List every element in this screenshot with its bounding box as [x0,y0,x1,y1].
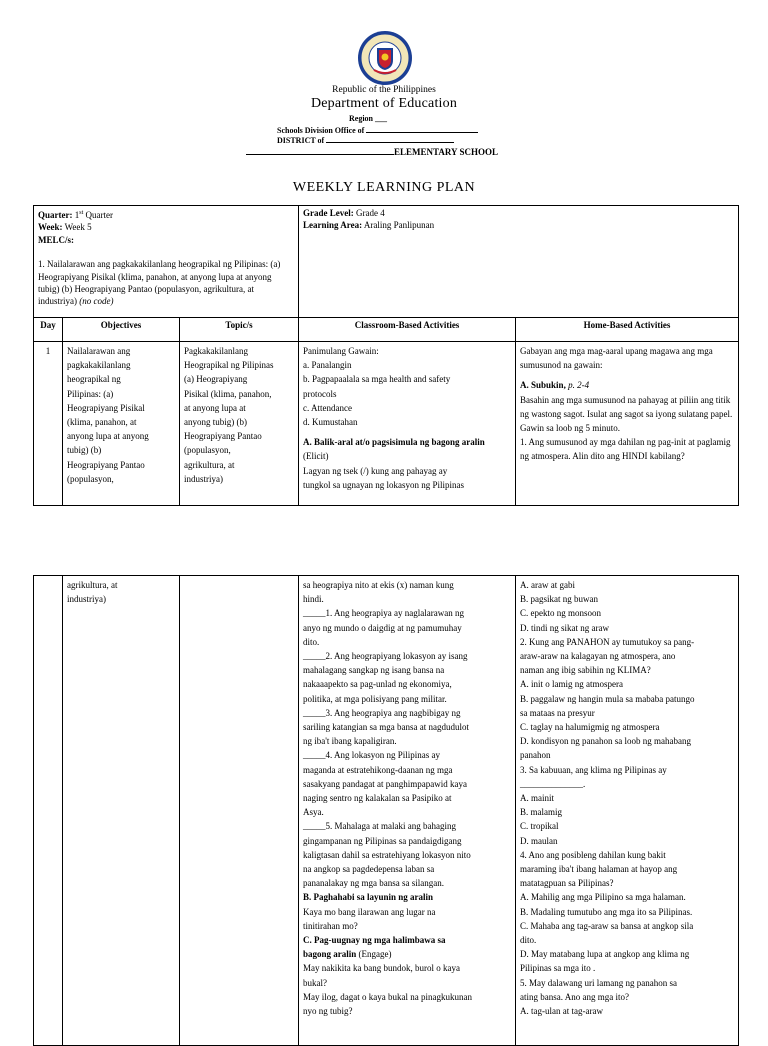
classroom-intro: Panimulang Gawain: a. Panalangin b. Pagpapaalala sa mga health and safety protocols c. Attendance d. Kumustahan [303,346,451,428]
home-intro: Gabayan ang mga mag-aaral upang magawa ang mga sumusunod na gawain: [520,346,713,371]
division-label: Schools Division Office of [277,126,365,135]
classroom-heading-b: B. Paghahabi sa layunin ng aralin [303,892,434,903]
home-heading-text: A. Subukin, [520,380,566,391]
objectives-cell: Nailalarawan ang pagkakakilanlang heograpikal ng Pilipinas: (a) Heograpiyang Pisikal (klima, panahon, at anyong lupa at anyong tubig) (b) Heograpiyang Pantao (populasyon, [63,342,180,506]
classroom-cell [299,342,516,506]
quarter-cell [34,206,299,318]
deped-seal-logo [357,30,413,86]
quarter-value: 1 [74,210,80,220]
col-day: Day [34,318,63,342]
heading-c-text: C. Pag-uugnay ng mga halimbawa sa bagong aralin [303,935,446,960]
area-value: Araling Panlipunan [363,220,435,231]
objectives-cell-continued: agrikultura, at industriya) [63,576,180,1046]
classroom-heading-a [303,435,511,463]
day-cell-continued [34,576,63,1046]
region-field [349,114,387,123]
quarter-line [38,207,294,221]
heading-a-tail: (Elicit) [303,451,329,462]
region-label: Region ___ [349,114,387,123]
grade-line [303,207,734,219]
melc-label: MELC/s: [38,234,74,245]
learning-plan-table-page1 [33,205,739,506]
melc-note: (no code) [79,296,114,307]
topics-cell-continued [180,576,299,1046]
school-field [246,146,498,157]
classroom-text-continued: sa heograpiya nito at ekis (x) naman kung hindi. _____1. Ang heograpiya ay naglalarawan ng anyo ng mundo o daigdig at ng pamumuhay dito. _____2. Ang heograpiyang lokasyon ay isang mahalagang sangkap ng isang bansa na nakaaapekto sa pag-unlad ng ekonomiya, politika, at mga polisiyang pang militar. _____3. Ang heograpiya ang nagbibigay ng sariling katangian sa mga bansa at nagdudulot ng iba't ibang kapaligiran. _____4. Ang lokasyon ng Pilipinas ay maganda at estratehikong-daanan ng mga sasakyang pandagat at panghimpapawid kaya naging sentro ng kalakalan sa Pasipiko at Asya. _____5. Mahalaga at malaki ang bahaging gingampanan ng Pilipinas sa pandaigdigang kaligtasan dahil sa estratehiyang lokasyon nito na angkop sa pagdedepensa laban sa pananalakay ng mga bansa sa silangan. [303,580,471,889]
classroom-cell-continued [299,576,516,1046]
area-label: Learning Area: [303,220,363,231]
heading-a-text: A. Balik-aral at/o pagsisimula ng bagong aralin [303,437,485,448]
heading-c-tail: (Engage) [358,949,392,960]
quarter-label: Quarter: [38,210,73,220]
district-blank [326,134,454,143]
day1-row [34,342,739,506]
column-header-row [34,318,739,342]
melc-text [38,258,294,308]
home-cell [516,342,739,506]
week-label: Week: [38,222,63,233]
col-home: Home-Based Activities [516,318,739,342]
col-topics: Topic/s [180,318,299,342]
home-heading-ref: p. 2-4 [568,380,590,391]
day1-continued-row [34,576,739,1046]
division-blank [366,124,478,133]
home-heading-a [520,378,734,392]
school-label: ELEMENTARY SCHOOL [394,147,498,157]
topics-cell: Pagkakakilanlang Heograpikal ng Pilipinas (a) Heograpiyang Pisikal (klima, panahon, at anyong lupa at anyong tubig) (b) Heograpiyang Pantao (populasyon, agrikultura, at industriya) [180,342,299,506]
republic-line: Republic of the Philippines [332,85,436,95]
learning-plan-table-page2 [33,575,739,1046]
page-title: WEEKLY LEARNING PLAN [292,180,476,195]
info-row [34,206,739,318]
melc-body: 1. Nailalarawan ang pagkakakilanlang heograpikal ng Pilipinas: (a) Heograpiyang Pisikal (klima, panahon, at anyong lupa at anyong tubig) (b) Heograpiyang Pantao (populasyon, agrikultura, at industriya) [38,259,281,307]
day-number: 1 [34,342,63,506]
area-line [303,219,734,231]
department-name: Department of Education [310,96,458,111]
col-objectives: Objectives [63,318,180,342]
classroom-b-text: Kaya mo bang ilarawan ang lugar na tinitirahan mo? [303,906,436,931]
col-classroom: Classroom-Based Activities [299,318,516,342]
week-line [38,221,294,233]
quarter-sup: st [79,210,84,216]
classroom-text: Lagyan ng tsek (/) kung ang pahayag ay tungkol sa ugnayan ng lokasyon ng Pilipinas [303,465,465,490]
home-text: Basahin ang mga sumusunod na pahayag at piliin ang titik ng wastong sagot. Isulat ang sagot sa iyong sulatang papel. Gawin sa loob ng 5 minuto. 1. Ang sumusunod ay mga dahilan ng pag-init at paglamig ng atmospera. Alin dito ang HINDI kabilang? [520,394,733,462]
home-cell-continued: A. araw at gabi B. pagsikat ng buwan C. epekto ng monsoon D. tindi ng sikat ng araw 2. Kung ang PANAHON ay tumutukoy sa pang- araw-araw na kalagayan ng atmospera, ano naman ang ibig sabihin ng KLIMA? A. init o lamig ng atmospera B. paggalaw ng hangin mula sa mababa patungo sa mataas na presyur C. taglay na halumigmig ng atmospera D. kondisyon ng panahon sa loob ng mahabang panahon 3. Sa kabuuan, ang klima ng Pilipinas ay ______________. A. mainit B. malamig C. tropikal D. maulan 4. Ano ang posibleng dahilan kung bakit maraming iba't ibang halaman at hayop ang matatagpuan sa Pilipinas? A. Mahilig ang mga Pilipino sa mga halaman. B. Madaling tumutubo ang mga ito sa Pilipinas. C. Mahaba ang tag-araw sa bansa at angkop sila dito. D. May matabang lupa at angkop ang klima ng Pilipinas sa mga ito . 5. May dalawang uri lamang ng panahon sa ating bansa. Ano ang mga ito? A. tag-ulan at tag-araw [516,576,739,1046]
grade-label: Grade Level: [303,208,354,218]
district-field [277,134,454,145]
week-value: Week 5 [64,222,92,233]
quarter-suffix: Quarter [85,210,113,220]
school-blank [246,146,394,155]
classroom-heading-c [303,933,511,961]
grade-cell [299,206,739,318]
classroom-c-text: May nakikita ka bang bundok, burol o kaya bukal? May ilog, dagat o kaya bukal na pinagkukunan nyo ng tubig? [303,963,472,1017]
grade-value: Grade 4 [356,208,385,218]
district-label: DISTRICT of [277,136,325,145]
